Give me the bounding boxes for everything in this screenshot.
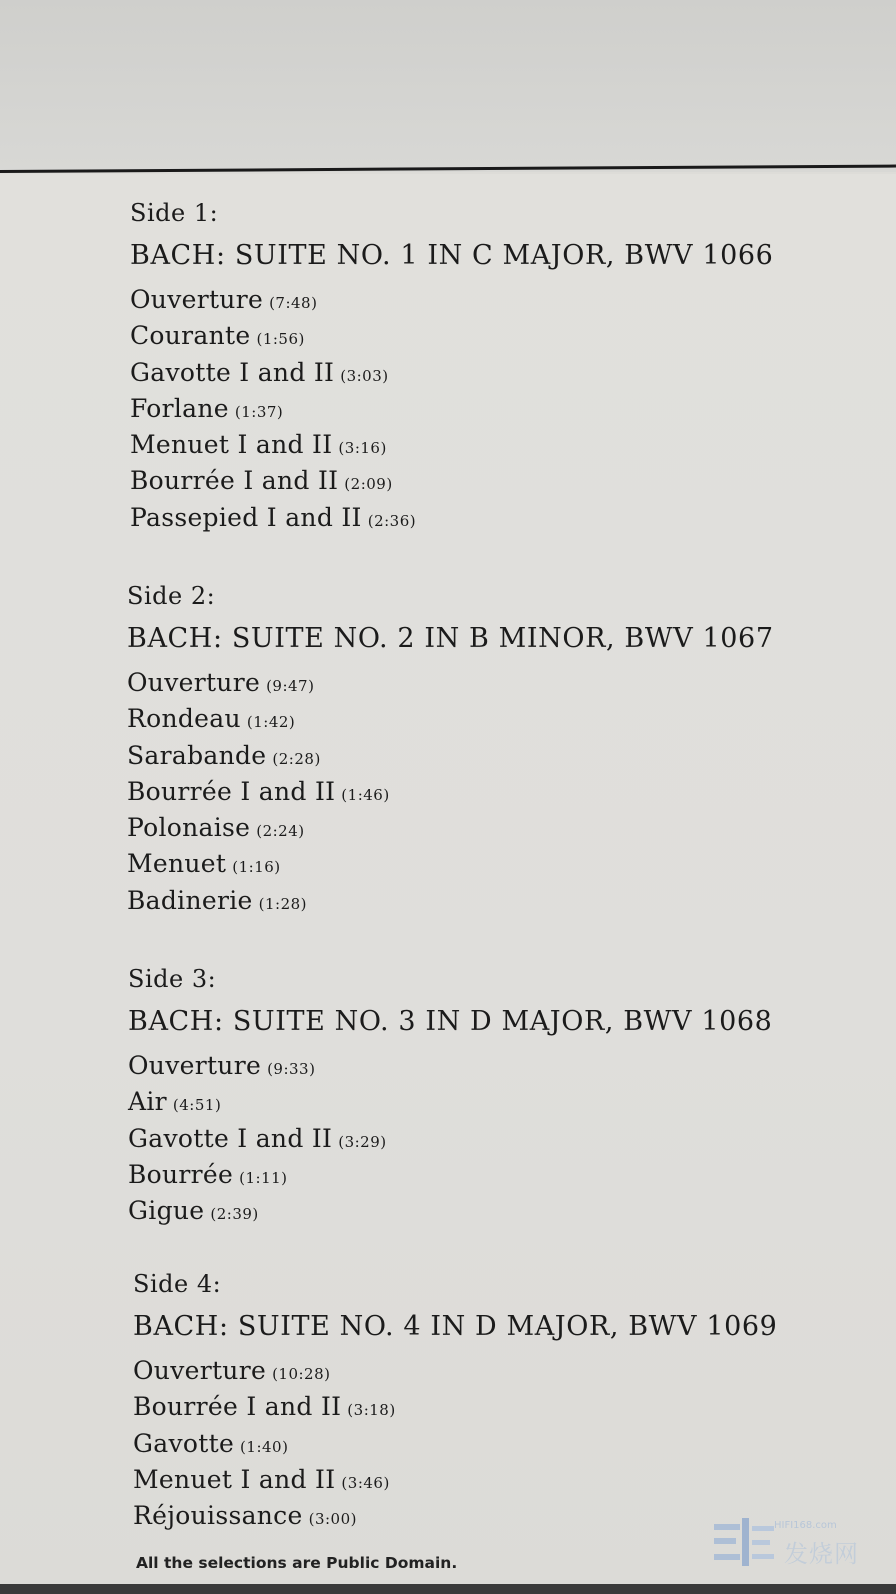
track-item <box>130 427 830 463</box>
track-name: Polonaise <box>127 813 251 843</box>
track-name: Bourrée I and II <box>130 466 339 496</box>
bottom-edge <box>0 1584 896 1594</box>
side-2-block <box>127 581 827 919</box>
track-duration: (2:09) <box>344 475 393 494</box>
track-duration: (10:28) <box>272 1365 331 1383</box>
track-item <box>130 500 830 536</box>
track-duration: (3:18) <box>347 1401 396 1420</box>
track-item <box>130 318 830 354</box>
track-item <box>130 282 830 318</box>
track-duration: (1:37) <box>234 402 284 421</box>
track-name: Ouverture <box>133 1356 267 1385</box>
track-item <box>127 774 827 810</box>
suite-title: BACH: SUITE NO. 3 IN D MAJOR, BWV 1068 <box>128 1006 773 1037</box>
track-item <box>128 1121 828 1157</box>
track-item <box>127 738 827 774</box>
track-duration: (1:40) <box>240 1437 289 1456</box>
track-name: Menuet <box>127 849 227 879</box>
track-name: Sarabande <box>127 740 267 770</box>
track-item <box>133 1462 833 1498</box>
track-duration: (3:16) <box>338 439 387 458</box>
track-duration: (7:48) <box>269 294 318 312</box>
track-duration: (3:29) <box>338 1132 387 1151</box>
track-item <box>127 883 827 919</box>
track-duration: (4:51) <box>172 1096 222 1115</box>
track-name: Gavotte I and II <box>130 357 335 387</box>
track-name: Bourrée I and II <box>133 1392 342 1422</box>
watermark-name: 发烧网 <box>784 1540 859 1568</box>
track-name: Ouverture <box>130 285 264 314</box>
track-item <box>133 1389 833 1425</box>
track-name: Gavotte <box>133 1428 235 1458</box>
track-duration: (1:56) <box>256 330 305 349</box>
track-duration: (3:03) <box>340 366 389 385</box>
page-top-band <box>0 0 896 172</box>
track-name: Ouverture <box>127 668 261 697</box>
track-item <box>128 1157 828 1193</box>
track-duration: (2:24) <box>256 822 305 841</box>
track-name: Gavotte I and II <box>128 1123 333 1153</box>
track-duration: (2:28) <box>272 749 321 768</box>
track-duration: (2:36) <box>367 511 417 530</box>
track-item <box>130 463 830 499</box>
track-name: Badinerie <box>127 885 253 915</box>
track-duration: (9:33) <box>267 1060 316 1078</box>
track-name: Rondeau <box>127 704 241 734</box>
track-name: Forlane <box>130 393 229 423</box>
side-3-block <box>128 964 828 1229</box>
track-item <box>130 355 830 391</box>
side-label: Side 2: <box>127 582 216 610</box>
watermark-logo-icon <box>712 1516 782 1568</box>
side-label: Side 3: <box>128 965 217 993</box>
public-domain-note: All the selections are Public Domain. <box>136 1554 458 1572</box>
track-name: Bourrée <box>128 1159 234 1189</box>
track-duration: (1:16) <box>232 858 281 877</box>
track-item <box>127 665 827 701</box>
track-name: Courante <box>130 321 251 351</box>
side-1-block <box>130 198 830 536</box>
track-duration: (3:46) <box>341 1473 390 1492</box>
track-name: Air <box>128 1087 167 1117</box>
track-item <box>130 391 830 427</box>
track-duration: (1:11) <box>239 1168 288 1187</box>
track-duration: (9:47) <box>266 677 315 695</box>
side-label: Side 4: <box>133 1270 222 1298</box>
track-name: Réjouissance <box>133 1501 303 1531</box>
track-duration: (1:46) <box>341 785 390 804</box>
watermark-url: HIFI168.com <box>774 1520 837 1531</box>
side-4-block <box>133 1269 833 1534</box>
track-item <box>127 701 827 737</box>
track-name: Bourrée I and II <box>127 776 336 806</box>
track-item <box>133 1353 833 1389</box>
track-duration: (3:00) <box>308 1510 357 1529</box>
track-item <box>128 1193 828 1229</box>
track-item <box>127 810 827 846</box>
track-duration: (1:28) <box>258 894 308 913</box>
side-label: Side 1: <box>130 199 219 227</box>
watermark <box>712 1516 882 1568</box>
track-name: Menuet I and II <box>133 1464 336 1494</box>
track-name: Ouverture <box>128 1051 262 1080</box>
suite-title: BACH: SUITE NO. 1 IN C MAJOR, BWV 1066 <box>130 240 774 271</box>
track-duration: (1:42) <box>246 713 296 732</box>
suite-title: BACH: SUITE NO. 4 IN D MAJOR, BWV 1069 <box>133 1311 778 1342</box>
track-item <box>133 1426 833 1462</box>
track-name: Passepied I and II <box>130 502 362 532</box>
track-item <box>128 1048 828 1084</box>
track-name: Menuet I and II <box>130 430 333 460</box>
suite-title: BACH: SUITE NO. 2 IN B MINOR, BWV 1067 <box>127 623 774 654</box>
track-duration: (2:39) <box>210 1205 259 1224</box>
track-item <box>127 846 827 882</box>
track-item <box>128 1084 828 1120</box>
track-name: Gigue <box>128 1196 205 1226</box>
